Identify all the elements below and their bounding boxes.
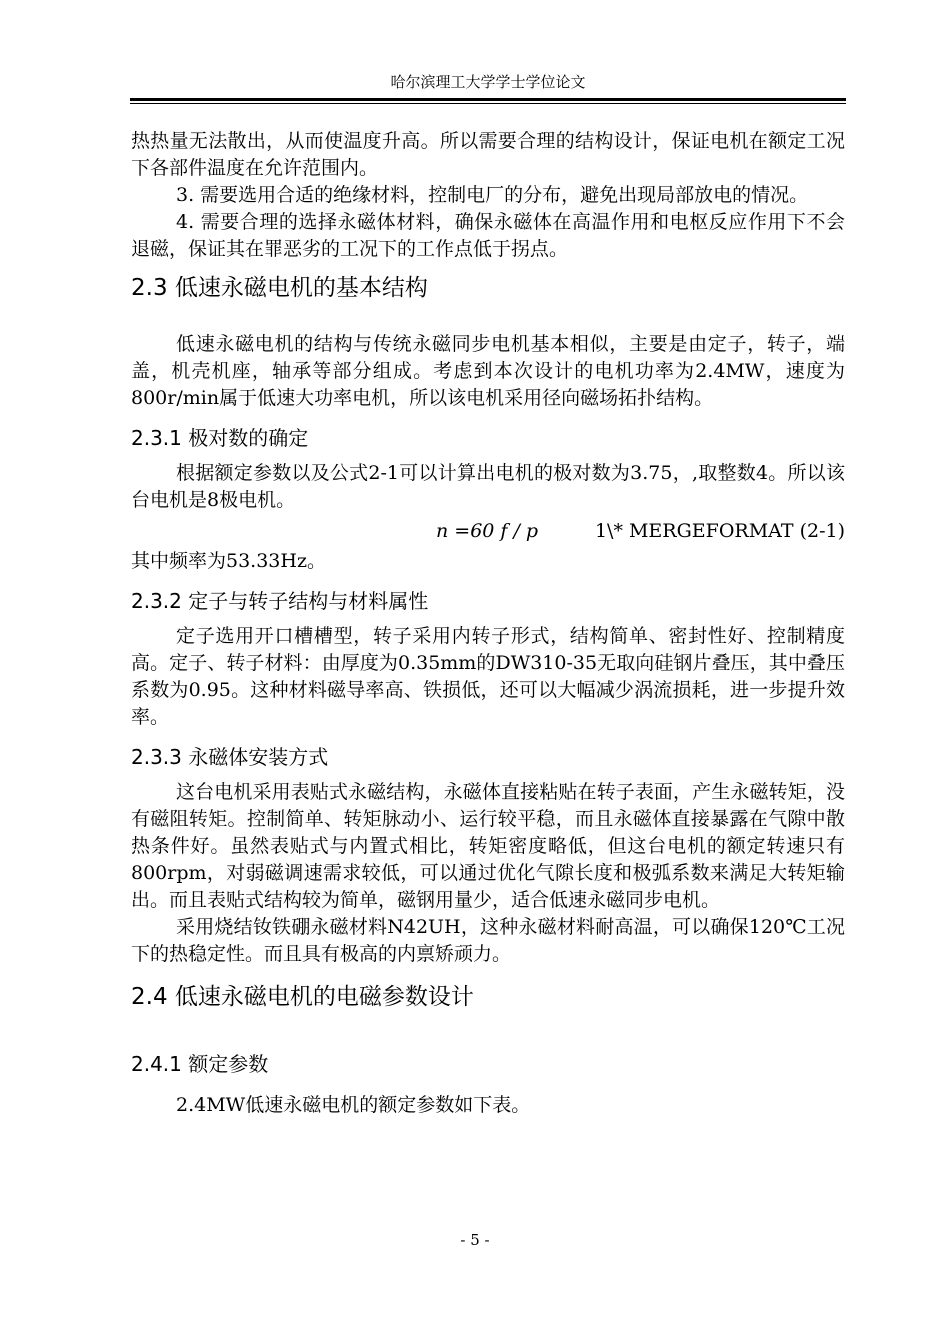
section-heading-2-3: 2.3 低速永磁电机的基本结构 [131, 275, 428, 301]
paragraph-stator-rotor: 定子选用开口槽槽型，转子采用内转子形式，结构简单、密封性好、控制精度高。定子、转子材料：由厚度为0.35mm的DW310-35无取向硅钢片叠压，其中叠压系数为0.95。这种材料磁导率高、铁损低，还可以大幅减少涡流损耗，进一步提升效率。 [131, 625, 845, 728]
equation-label: 1\* MERGEFORMAT (2-1) [594, 520, 845, 542]
header-rule-thin [130, 103, 846, 104]
equation-formula: n =60 f / p [436, 520, 539, 542]
section-heading-2-3-1: 2.3.1 极对数的确定 [131, 426, 309, 450]
page-header: 哈尔滨理工大学学士学位论文 [390, 73, 586, 91]
paragraph-magnet-material: 采用烧结钕铁硼永磁材料N42UH，这种永磁材料耐高温，可以确保120℃工况下的热稳定性。而且具有极高的内禀矫顽力。 [131, 916, 845, 965]
equation-row [131, 514, 845, 548]
paragraph-rated-params: 2.4MW低速永磁电机的额定参数如下表。 [176, 1094, 531, 1116]
page-body [131, 128, 845, 1119]
page-number: - 5 - [460, 1231, 490, 1249]
paragraph-continuation: 热热量无法散出，从而使温度升高。所以需要合理的结构设计，保证电机在额定工况下各部件温度在允许范围内。 [131, 130, 845, 179]
paragraph-structure: 低速永磁电机的结构与传统永磁同步电机基本相似，主要是由定子，转子，端盖，机壳机座，轴承等部分组成。考虑到本次设计的电机功率为2.4MW，速度为800r/min属于低速大功率电机，所以该电机采用径向磁场拓扑结构。 [131, 333, 845, 409]
section-heading-2-4: 2.4 低速永磁电机的电磁参数设计 [131, 984, 474, 1010]
section-heading-2-3-3: 2.3.3 永磁体安装方式 [131, 745, 329, 769]
section-heading-2-4-1: 2.4.1 额定参数 [131, 1052, 269, 1076]
paragraph-pole-pairs: 根据额定参数以及公式2-1可以计算出电机的极对数为3.75，,取整数4。所以该台电机是8极电机。 [131, 462, 845, 511]
paragraph-frequency: 其中频率为53.33Hz。 [131, 550, 326, 572]
header-rule-thick [130, 98, 846, 101]
paragraph-item-3: 3. 需要选用合适的绝缘材料，控制电厂的分布，避免出现局部放电的情况。 [176, 184, 809, 206]
paragraph-item-4: 4. 需要合理的选择永磁体材料，确保永磁体在高温作用和电枢反应作用下不会退磁，保证其在罪恶劣的工况下的工作点低于拐点。 [131, 211, 845, 260]
section-heading-2-3-2: 2.3.2 定子与转子结构与材料属性 [131, 589, 429, 613]
paragraph-magnet-mounting: 这台电机采用表贴式永磁结构，永磁体直接粘贴在转子表面，产生永磁转矩，没有磁阻转矩。控制简单、转矩脉动小、运行较平稳，而且永磁体直接暴露在气隙中散热条件好。虽然表贴式与内置式相比，转矩密度略低，但这台电机的额定转速只有800rpm，对弱磁调速需求较低，可以通过优化气隙长度和极弧系数来满足大转矩输出。而且表贴式结构较为简单，磁钢用量少，适合低速永磁同步电机。 [131, 781, 845, 911]
